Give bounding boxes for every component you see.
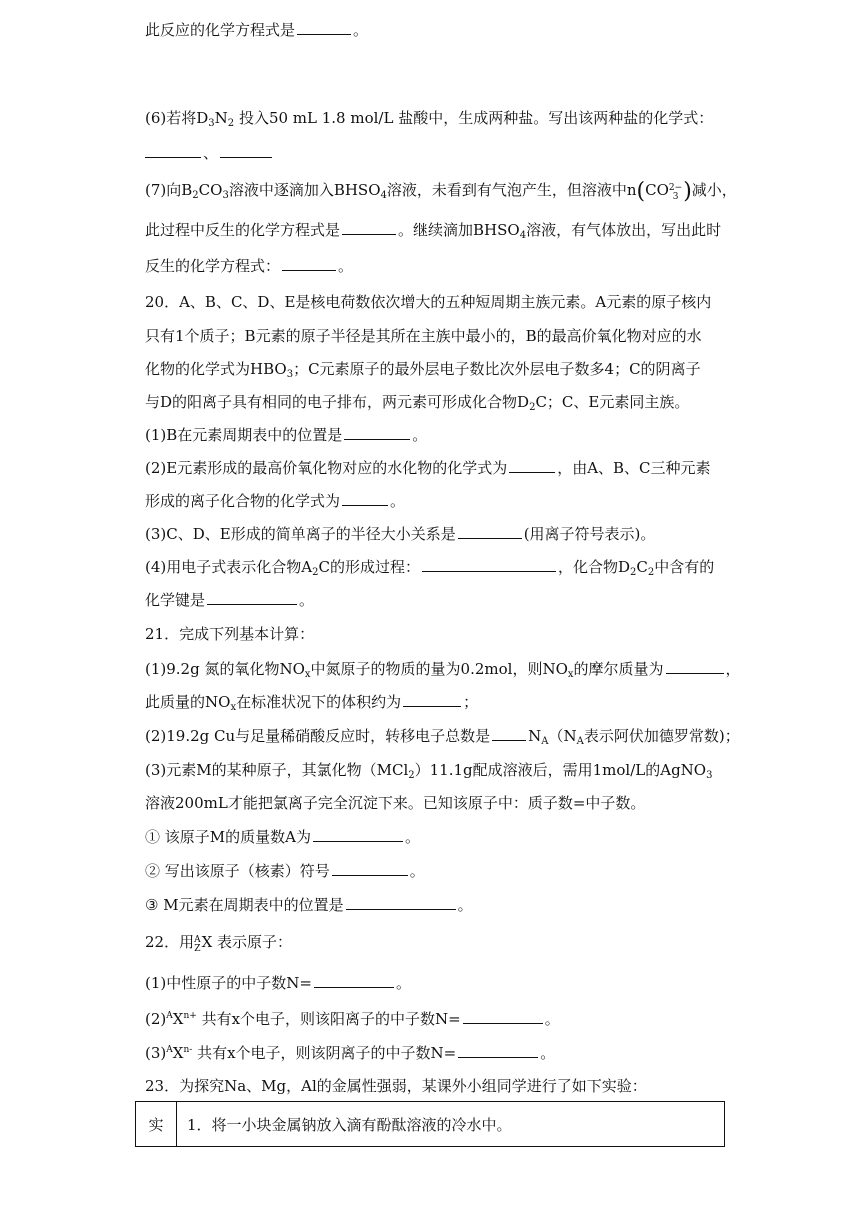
answer-blank[interactable] bbox=[145, 143, 201, 158]
answer-blank[interactable] bbox=[422, 557, 556, 572]
q23-stem: 23．为探究Na、Mg，Al的金属性强弱，某课外小组同学进行了如下实验： bbox=[145, 1077, 647, 1095]
answer-blank[interactable] bbox=[332, 861, 408, 876]
q20-part-1: (1)B在元素周期表中的位置是 。 bbox=[145, 426, 428, 444]
q7-line-2: 此过程中反生的化学方程式是 。继续滴加$BHSO_4$溶液，有气体放出，写出此时 bbox=[145, 221, 722, 241]
q22-stem: 22．用 A Z X 表示原子： bbox=[145, 933, 293, 954]
answer-blank[interactable] bbox=[313, 827, 403, 842]
q22-part-3: $(3)^AX^{n-}$ 共有x个电子，则该阴离子的中子数N= 。 bbox=[145, 1044, 556, 1062]
answer-blank[interactable] bbox=[403, 692, 461, 707]
experiment-table bbox=[135, 1101, 725, 1147]
q20-part-4b: 化学键是 。 bbox=[145, 591, 315, 609]
q20-stem-4: 与D的阳离子具有相同的电子排布，两元素可形成化合物$D_2C$；C、E元素同主族。 bbox=[145, 393, 690, 413]
q21-part-3b: 溶液200mL才能把氯离子完全沉淀下来。已知该原子中：质子数=中子数。 bbox=[145, 794, 646, 812]
table-row bbox=[136, 1102, 725, 1147]
q20-stem-2: 只有1个质子；B元素的原子半径是其所在主族中最小的，B的最高价氧化物对应的水 bbox=[145, 327, 702, 345]
answer-blank[interactable] bbox=[314, 973, 394, 988]
q20-part-2: (2)E元素形成的最高价氧化物对应的水化物的化学式为 ，由A、B、C三种元素 bbox=[145, 459, 711, 477]
q20-stem-1: 20．A、B、C、D、E是核电荷数依次增大的五种短周期主族元素。A元素的原子核内 bbox=[145, 293, 712, 311]
q21-part-3: (3)元素M的某种原子，其氯化物（MCl$_2$）11.1g配成溶液后，需用1mol/L的AgNO$_3$ bbox=[145, 761, 713, 781]
q20-part-2b: 形成的离子化合物的化学式为 。 bbox=[145, 492, 406, 510]
answer-blank[interactable] bbox=[342, 220, 396, 235]
q22-part-1: (1)中性原子的中子数N= 。 bbox=[145, 974, 411, 992]
q22-part-2: $(2)^AX^{n+}$ 共有x个电子，则该阳离子的中子数N= 。 bbox=[145, 1010, 560, 1028]
answer-blank[interactable] bbox=[666, 659, 724, 674]
answer-blank[interactable] bbox=[344, 425, 410, 440]
answer-blank[interactable] bbox=[282, 256, 336, 271]
q21-item-1: ① 该原子M的质量数A为 。 bbox=[145, 828, 420, 846]
table-cell-label: 实 bbox=[136, 1102, 177, 1147]
answer-blank[interactable] bbox=[207, 590, 297, 605]
q7-line-3: 反生的化学方程式： 。 bbox=[145, 257, 354, 275]
answer-blank[interactable] bbox=[346, 895, 456, 910]
q7-line-1: (7)向$B_2CO_3$溶液中逐滴加入$BHSO_4$溶液，未看到有气泡产生，但溶液中n(CO 2− 3 )减小， bbox=[145, 179, 737, 204]
q21-stem: 21．完成下列基本计算： bbox=[145, 625, 315, 643]
q21-part-1b: 此质量的$NO_x$在标准状况下的体积约为 ； bbox=[145, 693, 479, 713]
q20-stem-3: 化物的化学式为$HBO_3$；C元素原子的最外层电子数比次外层电子数多4；C的阴离子 bbox=[145, 360, 701, 380]
q21-part-1: (1)9.2g 氮的氧化物$NO_x$中氮原子的物质的量为0.2mol，则$NO_x$的摩尔质量为 ， bbox=[145, 660, 741, 680]
q6-line: (6)若将$D_3N_2$ 投入50 mL 1.8 mol/L 盐酸中，生成两种盐。写出该两种盐的化学式： bbox=[145, 109, 714, 129]
answer-blank[interactable] bbox=[492, 726, 526, 741]
q20-part-4: (4)用电子式表示化合物$A_2C$的形成过程： ，化合物$D_2C_2$中含有的 bbox=[145, 558, 715, 578]
q20-part-3: (3)C、D、E形成的简单离子的半径大小关系是 (用离子符号表示)。 bbox=[145, 525, 656, 543]
answer-blank[interactable] bbox=[463, 1009, 543, 1024]
answer-blank[interactable] bbox=[342, 491, 388, 506]
q6-blanks: 、 bbox=[145, 143, 274, 163]
q21-item-2: ② 写出该原子（核素）符号 。 bbox=[145, 862, 425, 880]
answer-blank[interactable] bbox=[297, 20, 351, 35]
answer-blank[interactable] bbox=[220, 143, 272, 158]
answer-blank[interactable] bbox=[458, 524, 522, 539]
table-cell-step: 1．将一小块金属钠放入滴有酚酞溶液的冷水中。 bbox=[177, 1102, 725, 1147]
answer-blank[interactable] bbox=[509, 458, 555, 473]
q21-part-2: (2)19.2g Cu与足量稀硝酸反应时，转移电子总数是 $N_A(N_A$表示阿伏加德罗常数)； bbox=[145, 727, 740, 747]
q21-item-3: ③ M元素在周期表中的位置是 。 bbox=[145, 896, 473, 914]
q5-line: 此反应的化学方程式是 。 bbox=[145, 21, 369, 39]
answer-blank[interactable] bbox=[458, 1043, 538, 1058]
